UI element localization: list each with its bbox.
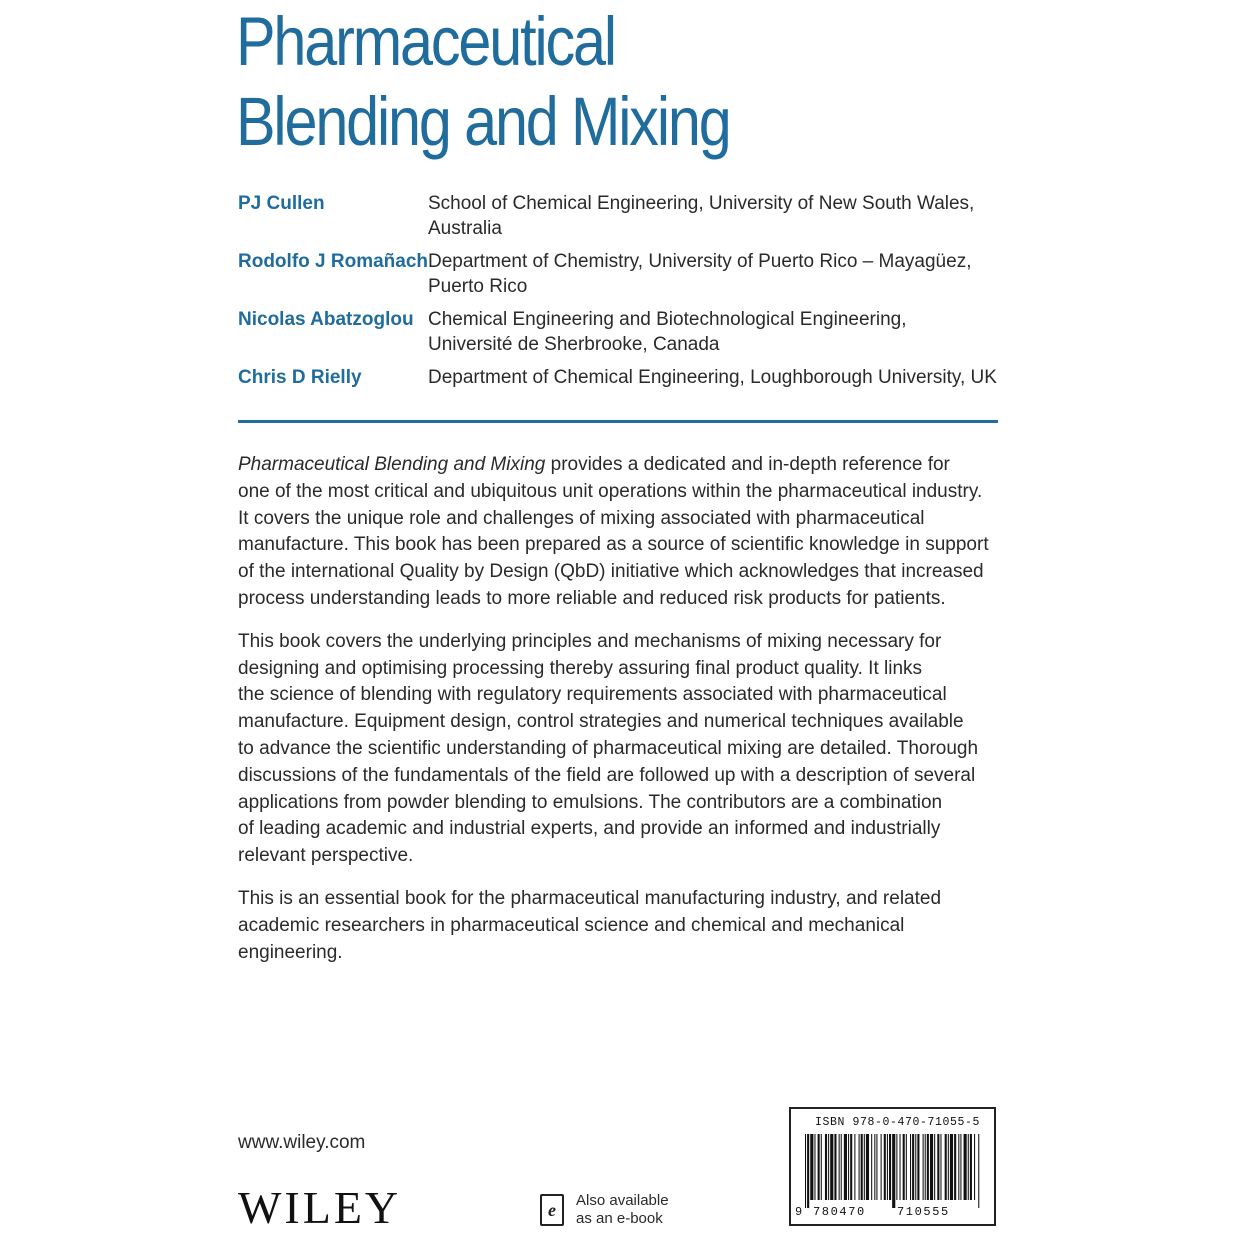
barcode-digit-lead: 9 [795,1205,804,1219]
barcode-bar [903,1134,905,1200]
barcode-bar [848,1134,849,1200]
isbn-number: ISBN 978-0-470-71055-5 [815,1116,981,1129]
barcode-bar [978,1134,979,1208]
barcode-bar [917,1134,919,1200]
barcode-digit-group-1: 780470 [813,1205,866,1219]
barcode-bar [964,1134,967,1200]
barcode-bar [910,1134,911,1200]
book-title-line-1: Pharmaceutical [236,3,615,80]
book-description [238,452,1008,982]
barcode-bar [954,1134,956,1200]
barcode-bar [912,1134,914,1200]
barcode-bar [805,1134,806,1208]
author-name: Rodolfo J Romañach [238,251,429,272]
barcode-bar [810,1134,813,1200]
author-row [238,365,1018,390]
author-affiliation: School of Chemical Engineering, University of New South Wales, Australia [428,193,975,239]
barcode-bar [892,1134,895,1208]
barcode-bar [900,1134,901,1200]
barcode-bar [930,1134,933,1200]
barcode-bar [864,1134,865,1200]
barcode-bar [844,1134,847,1200]
barcode-bar [948,1134,949,1200]
isbn-barcode [789,1107,996,1226]
barcode-bar [915,1134,916,1200]
barcode-bar [821,1134,822,1200]
barcode-bars [805,1134,980,1208]
book-title-line-2: Blending and Mixing [236,83,730,160]
barcode-bar [818,1134,820,1200]
author-row [238,191,1018,241]
description-paragraph-1-text: provides a dedicated and in-depth reference for one of the most critical and ubiquitous unit operations within the pharmaceutical industry. It covers the unique role and challenges of mixing associated with pharmaceutical manufacture. This book has been prepared as a source of scientific knowledge in support of the international Quality by Design (QbD) initiative which acknowledges that increased process understanding leads to more reliable and reduced risk products for patients. [238,454,989,609]
author-affiliation: Chemical Engineering and Biotechnological Engineering, Université de Sherbrooke, Canada [428,309,907,355]
barcode-bar [861,1134,863,1200]
author-row [238,249,1018,299]
barcode-bar [876,1134,877,1200]
barcode-bar [828,1134,829,1200]
barcode-bar [850,1134,852,1200]
barcode-bar [887,1134,888,1200]
wiley-logo: WILEY [238,1182,402,1233]
publisher-url[interactable]: www.wiley.com [238,1132,366,1153]
author-name: Nicolas Abatzoglou [238,309,414,330]
author-name: Chris D Rielly [238,367,362,388]
barcode-bar [814,1134,815,1200]
author-list [238,191,1018,398]
barcode-bar [925,1134,926,1200]
barcode-bar [866,1134,869,1200]
description-paragraph-3: This is an essential book for the pharmaceutical manufacturing industry, and related academic researchers in pharmaceutical science and chemical and mechanical engineering. [238,887,942,963]
barcode-bar [834,1134,836,1200]
author-affiliation: Department of Chemistry, University of Puerto Rico – Mayagüez, Puerto Rico [428,251,972,297]
barcode-bar [889,1134,891,1200]
barcode-bar [960,1134,961,1200]
description-book-title: Pharmaceutical Blending and Mixing [238,454,546,475]
barcode-bar [968,1134,969,1200]
description-paragraph-1 [238,452,1008,613]
barcode-bar [974,1134,975,1200]
ebook-text: Also available as an e-book [576,1192,669,1227]
author-affiliation: Department of Chemical Engineering, Loughborough University, UK [428,367,997,388]
barcode-bar [945,1134,947,1200]
barcode-bar [923,1134,924,1200]
barcode-bar [970,1134,972,1200]
barcode-bar [934,1134,935,1200]
barcode-bar [906,1134,907,1200]
barcode-bar [881,1134,882,1200]
ebook-notice [540,1192,669,1228]
barcode-bar [841,1134,842,1200]
divider-rule [238,420,998,423]
barcode-bar [839,1134,840,1200]
barcode-bar [950,1134,953,1200]
barcode-bar [896,1134,897,1200]
barcode-bar [940,1134,941,1200]
book-title [236,2,924,162]
barcode-bar [807,1134,809,1208]
barcode-bar [854,1134,855,1200]
barcode-bar [871,1134,872,1200]
barcode-bar [859,1134,860,1200]
barcode-bar [958,1134,959,1200]
barcode-bar [825,1134,827,1200]
barcode-digit-group-2: 710555 [897,1205,950,1219]
ebook-icon: e [540,1194,564,1226]
barcode-bar [937,1134,939,1200]
barcode-bar [884,1134,886,1200]
description-paragraph-2: This book covers the underlying principles and mechanisms of mixing necessary for designing and optimising processing thereby assuring final product quality. It links the science of blending with regulatory requirements associated with pharmaceutical manufacture. Equipment design, control strategies and numerical techniques available to advance the scientific understanding of pharmaceutical mixing are detailed. Thorough discussions of the fundamentals of the field are followed up with a description of several applications from powder blending to emulsions. The contributors are a combination of leading academic and industrial experts, and provide an informed and industrially relevant perspective. [238,630,979,867]
author-name: PJ Cullen [238,193,325,214]
barcode-bar [830,1134,833,1200]
barcode-bar [927,1134,929,1200]
author-row [238,307,1018,357]
barcode-bar [874,1134,875,1200]
